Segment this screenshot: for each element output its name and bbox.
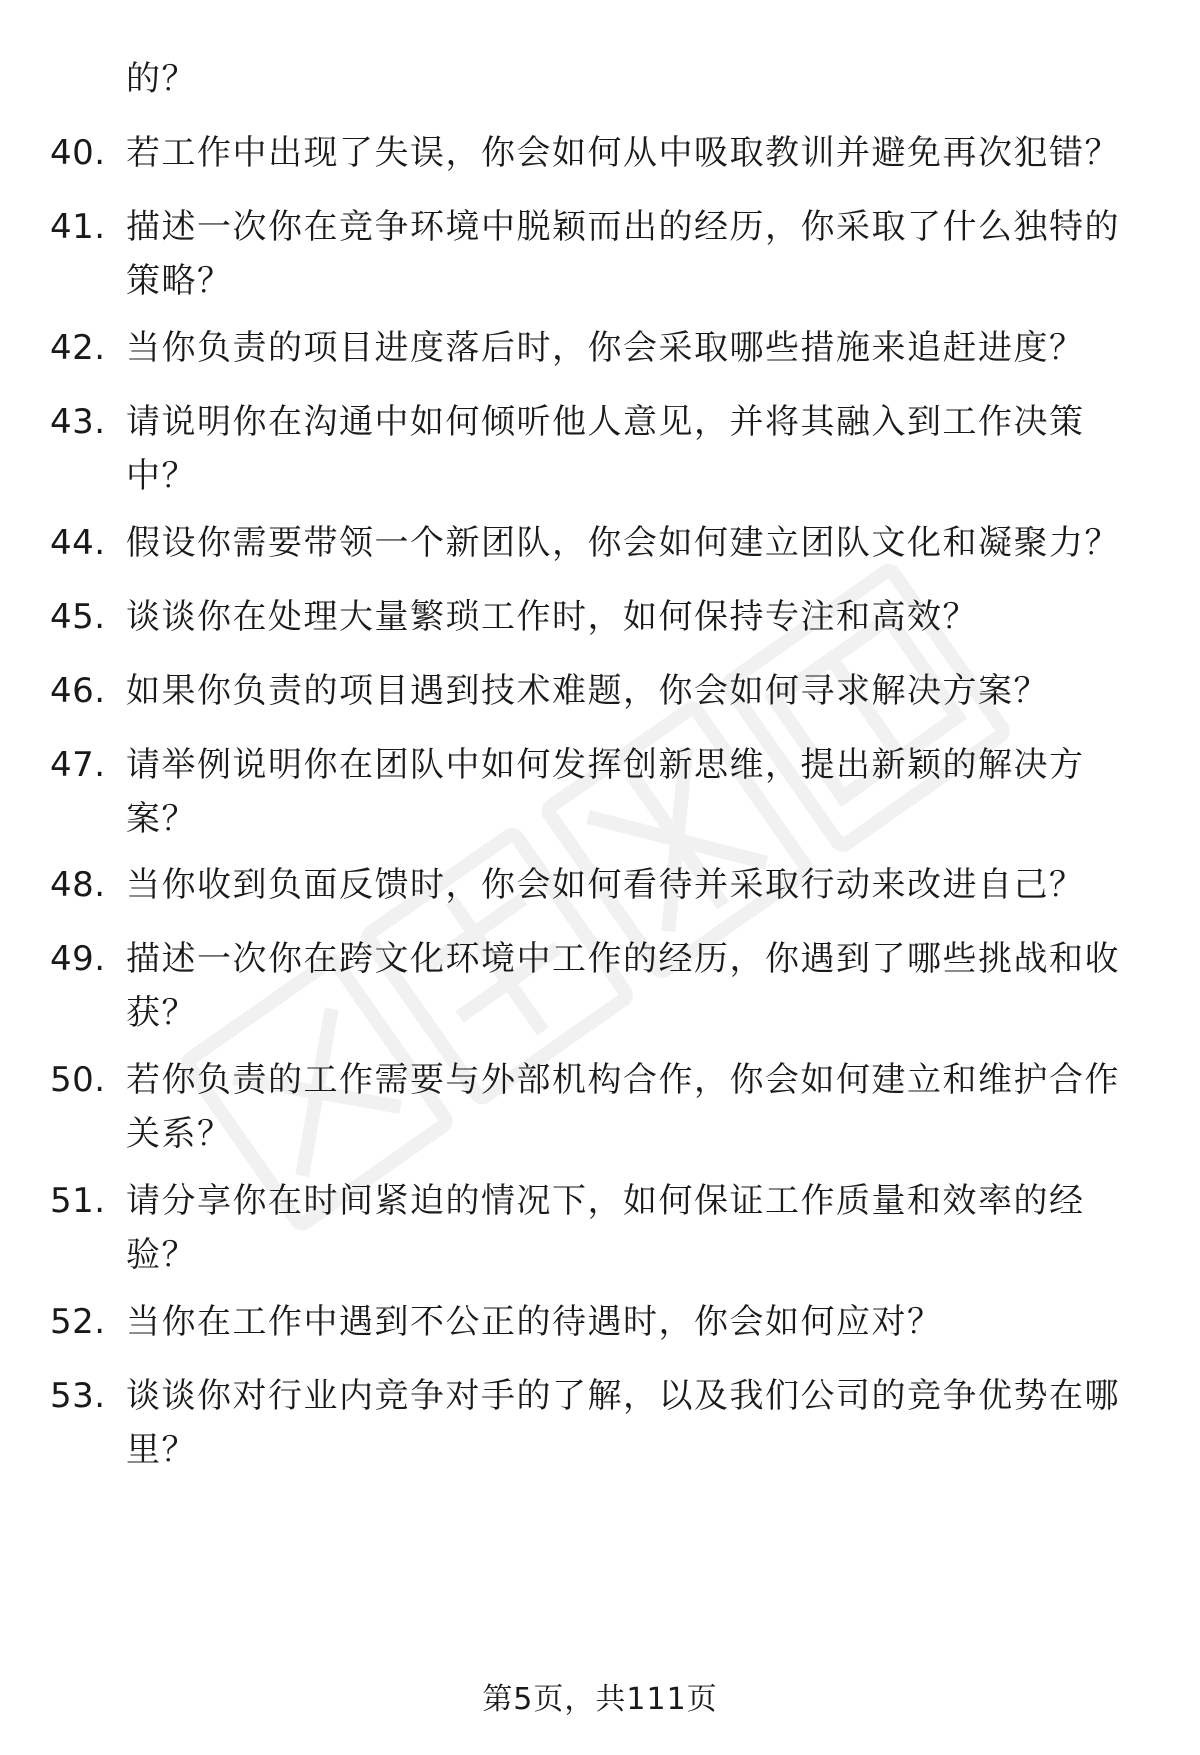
item-text: 请举例说明你在团队中如何发挥创新思维，提出新颖的解决方案？ [126,745,1085,839]
continued-text: 的？ [126,59,197,99]
item-number: 50. [50,1060,106,1100]
item-number: 41. [50,207,106,247]
page-footer: 第5页，共111页 [482,1682,718,1717]
item-text: 如果你负责的项目遇到技术难题，你会如何寻求解决方案？ [126,671,1049,711]
item-text: 当你在工作中遇到不公正的待遇时，你会如何应对？ [126,1302,943,1342]
item-text: 请分享你在时间紧迫的情况下，如何保证工作质量和效率的经验？ [126,1181,1085,1275]
item-number: 49. [50,939,106,979]
item-number: 52. [50,1302,106,1342]
item-number: 42. [50,328,106,368]
item-number: 44. [50,523,106,563]
item-text: 当你负责的项目进度落后时，你会采取哪些措施来追赶进度？ [126,328,1085,368]
item-number: 53. [50,1376,106,1416]
item-text: 描述一次你在竞争环境中脱颖而出的经历，你采取了什么独特的策略？ [126,207,1120,301]
item-text: 假设你需要带领一个新团队，你会如何建立团队文化和凝聚力？ [126,523,1120,563]
item-text: 谈谈你在处理大量繁琐工作时，如何保持专注和高效？ [126,597,978,637]
item-text: 若工作中出现了失误，你会如何从中吸取教训并避免再次犯错？ [126,133,1120,173]
item-number: 40. [50,133,106,173]
item-number: 45. [50,597,106,637]
item-number: 51. [50,1181,106,1221]
item-number: 46. [50,671,106,711]
item-text: 请说明你在沟通中如何倾听他人意见，并将其融入到工作决策中？ [126,402,1085,496]
item-number: 47. [50,745,106,785]
item-number: 48. [50,865,106,905]
item-text: 描述一次你在跨文化环境中工作的经历，你遇到了哪些挑战和收获？ [126,939,1120,1033]
item-text: 当你收到负面反馈时，你会如何看待并采取行动来改进自己？ [126,865,1085,905]
item-number: 43. [50,402,106,442]
item-text: 若你负责的工作需要与外部机构合作，你会如何建立和维护合作关系？ [126,1060,1120,1154]
item-text: 谈谈你对行业内竞争对手的了解，以及我们公司的竞争优势在哪里？ [126,1376,1120,1470]
